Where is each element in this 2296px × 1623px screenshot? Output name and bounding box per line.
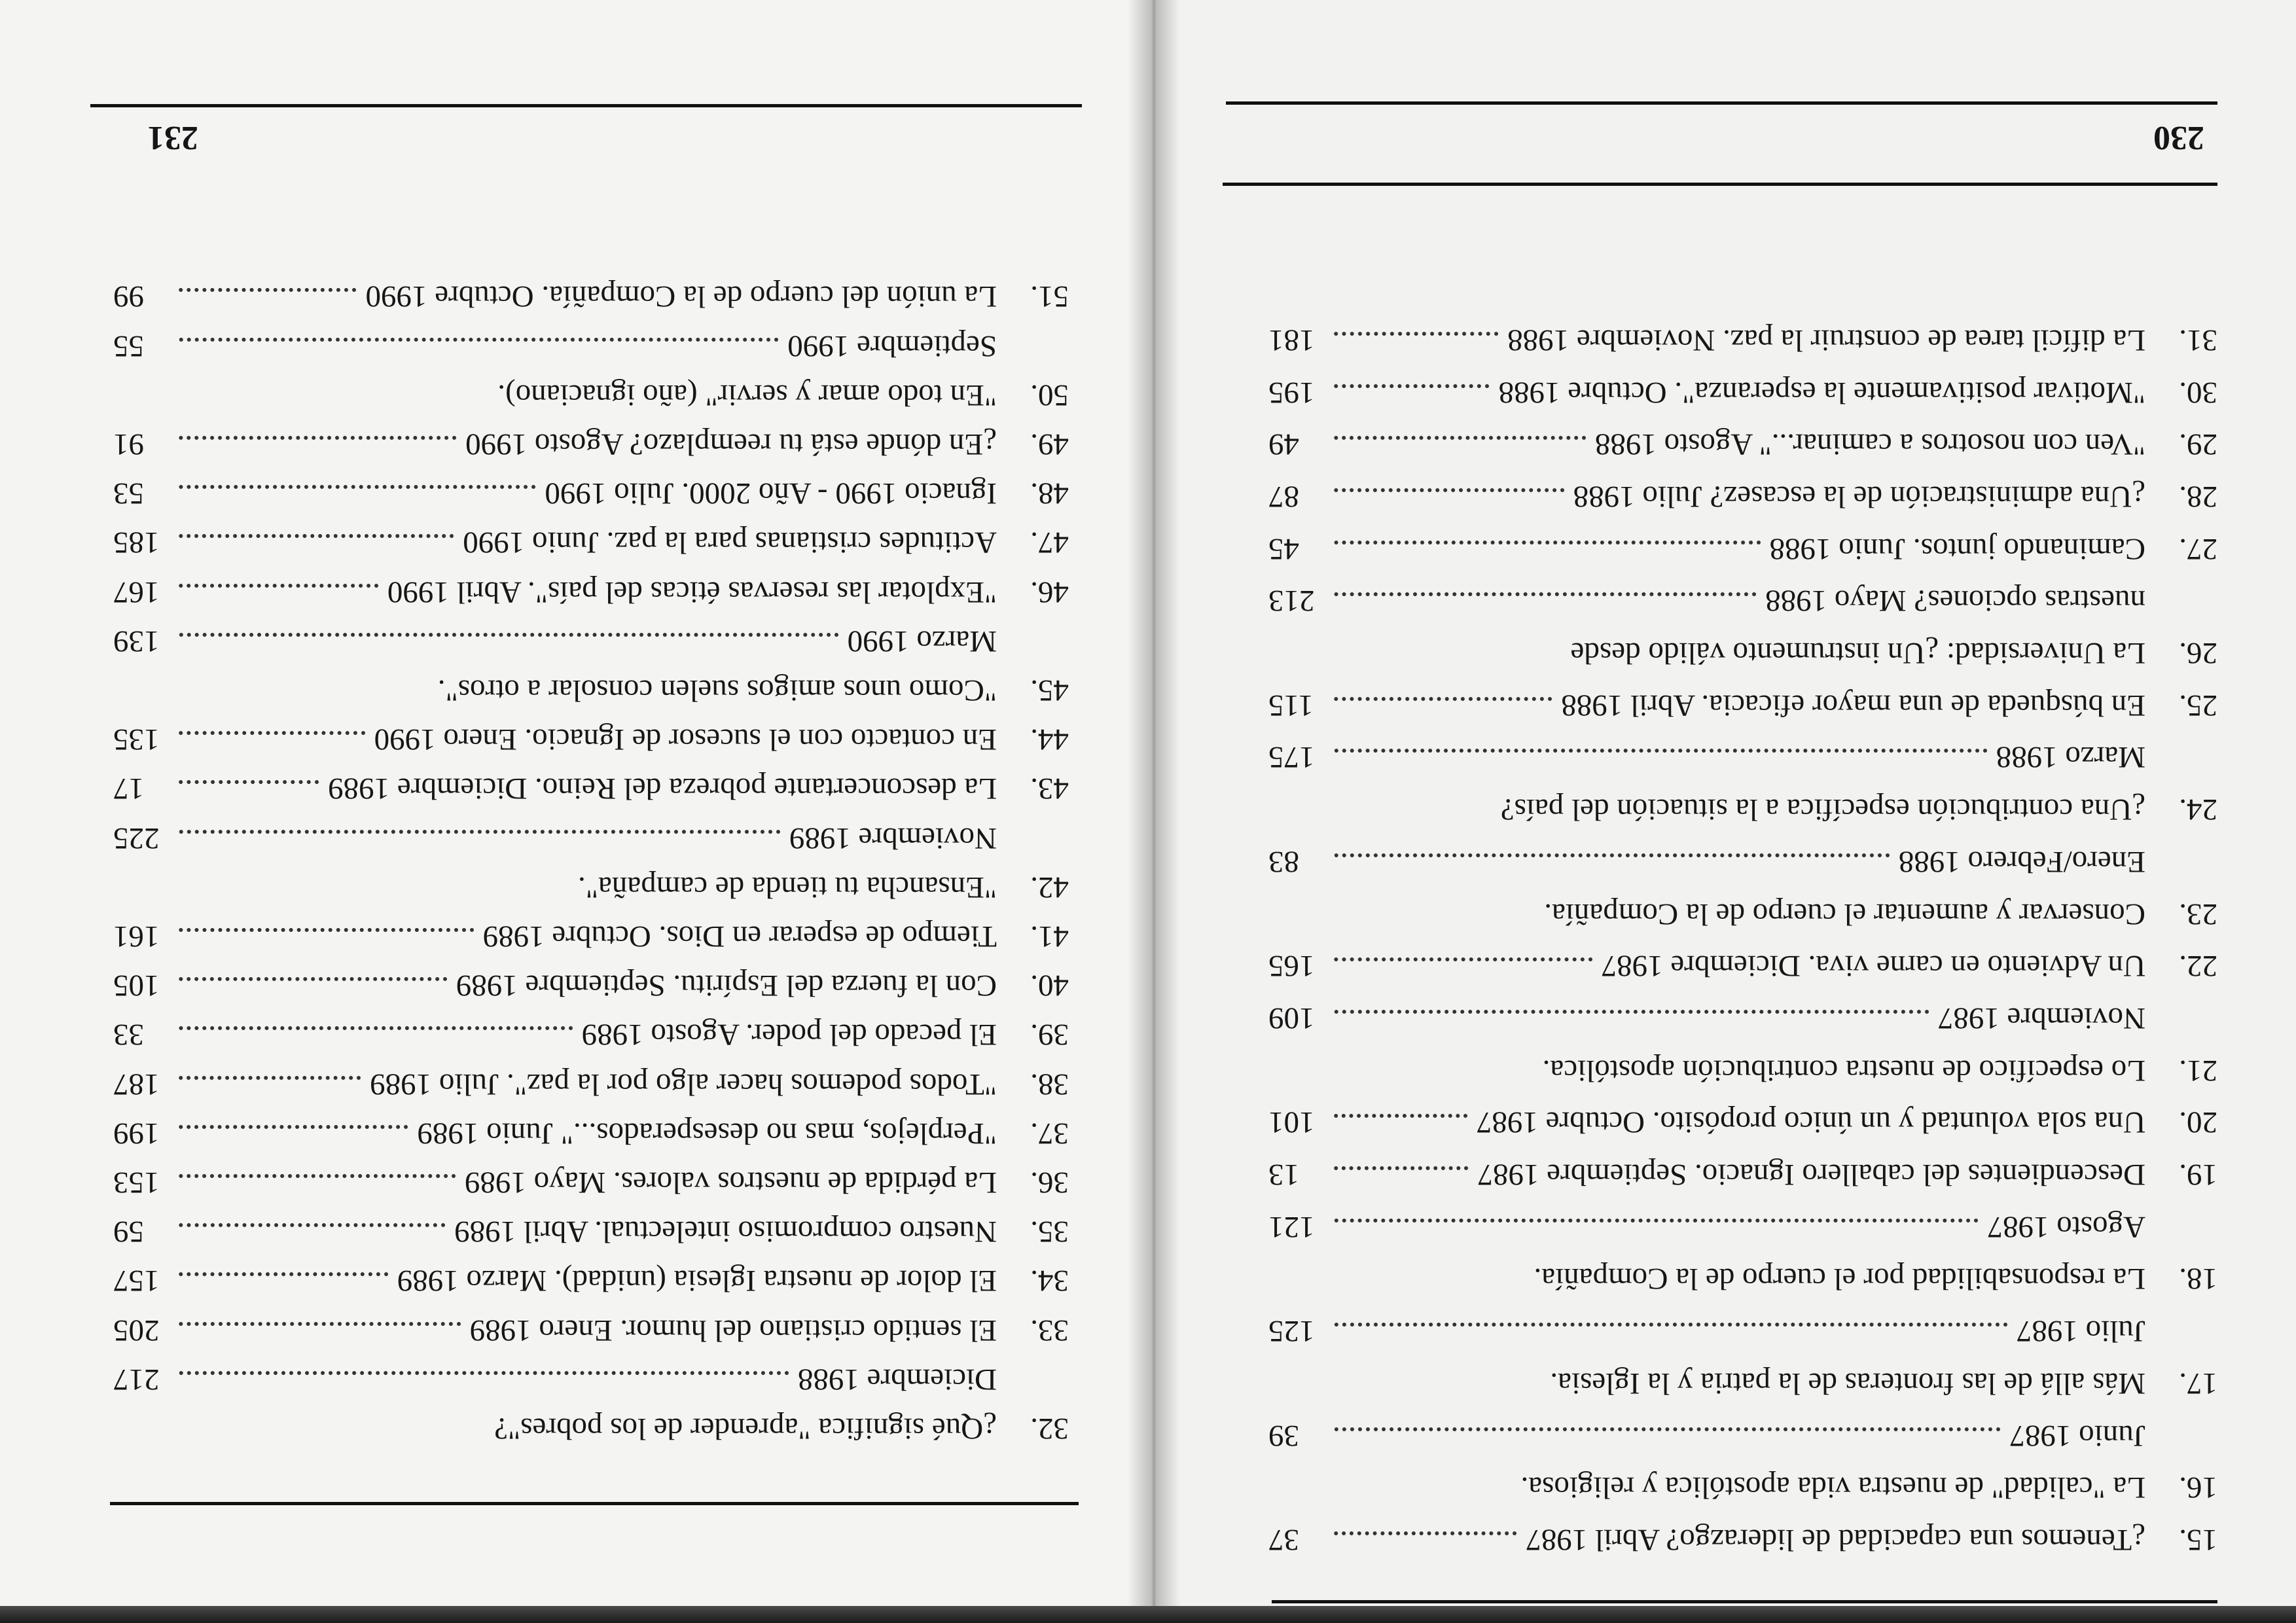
toc-entry-line <box>94 1300 1069 1348</box>
dot-leader <box>179 1371 789 1375</box>
entry-title: ¿Qué significa "aprender de los pobres"? <box>494 1412 997 1446</box>
toc-entry-line <box>94 512 1069 560</box>
page-left <box>1154 0 2296 1623</box>
header-rule-left <box>1226 101 2217 105</box>
entry-title: El pecado del poder. Agosto 1989 <box>581 1018 997 1052</box>
dot-leader <box>179 1125 408 1129</box>
toc-entry-line <box>94 1004 1069 1052</box>
dot-leader <box>1334 1010 1929 1014</box>
toc-entry-line <box>94 906 1069 954</box>
entry-page-number: 125 <box>1268 1314 1315 1349</box>
toc-entry-line <box>94 709 1069 757</box>
toc-entry-line <box>94 365 1069 413</box>
entry-number: 35. <box>1030 1215 1069 1249</box>
dot-leader <box>179 928 474 932</box>
entry-page-number: 33 <box>113 1018 144 1052</box>
toc-entry-line <box>94 1054 1069 1102</box>
dot-leader <box>179 780 319 784</box>
entry-title: Junio 1987 <box>2009 1418 2145 1453</box>
toc-entry-line <box>94 611 1069 659</box>
entry-number: 48. <box>1030 476 1069 511</box>
entry-title: El dolor de nuestra Iglesia (unidad). Marzo 1989 <box>397 1264 997 1298</box>
toc-entry-line <box>1239 1249 2217 1297</box>
entry-title: nuestras opciones? Mayo 1988 <box>1765 584 2145 618</box>
entry-title: Ignacio 1990 - Año 2000. Julio 1990 <box>545 476 997 511</box>
dot-leader <box>179 633 838 637</box>
toc-entry-line <box>1239 1040 2217 1088</box>
dot-leader <box>179 436 456 440</box>
dot-leader <box>179 1174 456 1178</box>
toc-entry-line <box>94 660 1069 708</box>
dot-leader <box>179 830 780 834</box>
toc-entry-line <box>1239 414 2217 462</box>
entry-number: 15. <box>2179 1523 2217 1557</box>
entry-title: La Universidad: ¿Un instrumento válido desde <box>1570 636 2145 671</box>
entry-page-number: 53 <box>113 476 144 511</box>
entry-number: 37. <box>1030 1116 1069 1150</box>
toc-entry-line <box>1239 935 2217 984</box>
dot-leader <box>179 731 365 735</box>
entry-number: 33. <box>1030 1313 1069 1347</box>
entry-title: Noviembre 1989 <box>789 821 997 855</box>
entry-number: 36. <box>1030 1166 1069 1200</box>
dot-leader <box>1334 1219 1978 1222</box>
dot-leader <box>179 288 356 292</box>
toc-entry-line <box>94 1349 1069 1397</box>
toc-entry-line <box>1239 622 2217 671</box>
entry-number: 47. <box>1030 526 1069 560</box>
dot-leader <box>1334 488 1564 492</box>
entry-page-number: 37 <box>1268 1523 1299 1557</box>
entry-number: 40. <box>1030 969 1069 1003</box>
entry-number: 45. <box>1030 673 1069 707</box>
entry-page-number: 199 <box>113 1116 160 1150</box>
entry-title: Diciembre 1988 <box>797 1362 997 1397</box>
toc-entry-line <box>1239 883 2217 932</box>
toc-entry-line <box>94 414 1069 462</box>
entry-number: 30. <box>2179 375 2217 410</box>
entry-page-number: 115 <box>1268 688 1314 722</box>
entry-page-number: 139 <box>113 624 160 658</box>
entry-number: 22. <box>2179 949 2217 984</box>
entry-title: "Todos podemos hacer algo por la paz". Julio 1989 <box>370 1067 997 1101</box>
entry-title: "En todo amar y servir" (año ignaciano). <box>497 378 997 412</box>
entry-number: 29. <box>2179 427 2217 462</box>
entry-page-number: 55 <box>113 329 144 363</box>
entry-title: Conservar y aumentar el cuerpo de la Compañía. <box>1544 897 2145 931</box>
header-rule-right <box>90 104 1082 107</box>
toc-entry-line <box>1239 1509 2217 1558</box>
footer-rule-left <box>1272 1600 2217 1603</box>
entry-title: Marzo 1990 <box>847 624 997 658</box>
entry-page-number: 17 <box>113 772 144 806</box>
toc-entry-line <box>1239 310 2217 358</box>
page-number-right: 231 <box>147 119 198 156</box>
dot-leader <box>1334 332 1498 336</box>
dot-leader <box>179 1322 461 1326</box>
dot-leader <box>179 1223 445 1227</box>
entry-number: 49. <box>1030 427 1069 461</box>
entry-page-number: 105 <box>113 969 160 1003</box>
entry-page-number: 49 <box>1268 427 1299 462</box>
toc-entry-line <box>1239 518 2217 567</box>
dot-leader <box>179 534 454 538</box>
dot-leader <box>1334 1427 2000 1431</box>
entry-number: 31. <box>2179 323 2217 357</box>
dot-leader <box>1334 749 1987 753</box>
toc-entry-line <box>1239 1196 2217 1245</box>
entry-page-number: 39 <box>1268 1418 1299 1453</box>
toc-entry-line <box>1239 675 2217 723</box>
entry-page-number: 187 <box>113 1067 160 1101</box>
toc-entry-line <box>1239 779 2217 827</box>
toc-entry-line <box>1239 1144 2217 1192</box>
toc-entry-line <box>1239 1300 2217 1349</box>
toc-entry-line <box>94 1152 1069 1200</box>
entry-number: 46. <box>1030 575 1069 609</box>
entry-page-number: 13 <box>1268 1158 1299 1192</box>
toc-entry-line <box>94 1103 1069 1151</box>
scan-edge <box>0 1606 2296 1623</box>
dot-leader <box>1334 957 1592 961</box>
toc-entry-line <box>94 758 1069 806</box>
entry-title: Julio 1987 <box>2016 1314 2145 1349</box>
toc-entry-line <box>1239 1405 2217 1454</box>
entry-page-number: 161 <box>113 919 160 954</box>
dot-leader <box>179 485 535 489</box>
entry-title: ¿Tenemos una capacidad de liderazgo? Abril 1987 <box>1526 1523 2145 1557</box>
page-number-left: 230 <box>2153 119 2204 156</box>
entry-number: 32. <box>1030 1412 1069 1446</box>
entry-title: Un Adviento en carne viva. Diciembre 1987 <box>1601 949 2145 984</box>
toc-entry-line <box>1239 727 2217 776</box>
dot-leader <box>179 1272 388 1276</box>
entry-title: ¿En dónde está tu reemplazo? Agosto 1990 <box>465 427 997 461</box>
entry-page-number: 167 <box>113 575 160 609</box>
entry-number: 24. <box>2179 793 2217 827</box>
entry-page-number: 83 <box>1268 844 1299 879</box>
entry-title: "Motivar positivamente la esperanza". Octubre 1988 <box>1498 375 2145 410</box>
entry-title: Tiempo de esperar en Dios. Octubre 1989 <box>482 919 997 954</box>
entry-number: 20. <box>2179 1105 2217 1140</box>
entry-title: Enero/Febrero 1988 <box>1898 844 2145 879</box>
dot-leader <box>1334 1166 1468 1170</box>
entry-title: En contacto con el sucesor de Ignacio. Enero 1990 <box>374 722 997 757</box>
dot-leader <box>1334 592 1756 596</box>
toc-entry-line <box>94 463 1069 511</box>
dot-leader <box>1334 697 1552 701</box>
entry-title: La desconcertante pobreza del Reino. Diciembre 1989 <box>328 772 997 806</box>
entry-page-number: 225 <box>113 821 160 855</box>
toc-entry-line <box>94 266 1069 314</box>
entry-title: "Perplejos, mas no desesperados..." Junio 1989 <box>417 1116 997 1150</box>
toc-entry-line <box>94 562 1069 610</box>
entry-page-number: 181 <box>1268 323 1315 357</box>
entry-title: Una sola voluntad y un único propósito. Octubre 1987 <box>1476 1105 2145 1140</box>
entry-number: 18. <box>2179 1262 2217 1296</box>
entry-number: 44. <box>1030 722 1069 757</box>
toc-entry-line <box>94 1201 1069 1249</box>
toc-entry-line <box>94 808 1069 856</box>
entry-title: La pérdida de nuestros valores. Mayo 1989 <box>464 1166 997 1200</box>
entry-title: ¿Una contribución específica a la situación del país? <box>1500 793 2145 827</box>
entry-page-number: 185 <box>113 526 160 560</box>
entry-title: Noviembre 1987 <box>1937 1001 2145 1035</box>
entry-title: El sentido cristiano del humor. Enero 1989 <box>469 1313 997 1347</box>
entry-title: La unión del cuerpo de la Compañía. Octubre 1990 <box>365 279 997 314</box>
dot-leader <box>179 1026 573 1030</box>
dot-leader <box>1334 853 1890 857</box>
dot-leader <box>1334 384 1489 388</box>
entry-number: 17. <box>2179 1366 2217 1400</box>
entry-title: ¿Una administración de la escasez? Julio 1988 <box>1573 480 2145 514</box>
entry-page-number: 101 <box>1268 1105 1315 1140</box>
entry-number: 41. <box>1030 919 1069 954</box>
entry-number: 27. <box>2179 531 2217 566</box>
dot-leader <box>1334 541 1761 544</box>
entry-title: Más allá de las fronteras de la patria y la Iglesia. <box>1550 1366 2145 1400</box>
entry-number: 50. <box>1030 378 1069 412</box>
entry-title: La "calidad" de nuestra vida apostólica y religiosa. <box>1520 1471 2145 1505</box>
footer-rule-right <box>110 1502 1079 1505</box>
entry-number: 28. <box>2179 480 2217 514</box>
entry-title: "Como unos amigos suelen consolar a otros". <box>437 673 997 707</box>
entry-title: En búsqueda de una mayor eficacia. Abril 1988 <box>1561 688 2145 722</box>
entry-page-number: 175 <box>1268 740 1315 775</box>
entry-page-number: 45 <box>1268 531 1299 566</box>
entry-number: 26. <box>2179 636 2217 671</box>
dot-leader <box>179 977 447 981</box>
dot-leader <box>179 584 378 588</box>
entry-title: "Ven con nosotros a caminar..." Agosto 1988 <box>1594 427 2145 462</box>
toc-entry-line <box>94 1250 1069 1298</box>
entry-title: Agosto 1987 <box>1987 1209 2145 1244</box>
entry-number: 51. <box>1030 279 1069 314</box>
entry-number: 42. <box>1030 870 1069 904</box>
dot-leader <box>179 338 778 342</box>
header-rule-left-2 <box>1223 183 2217 186</box>
entry-page-number: 217 <box>113 1362 160 1397</box>
dot-leader <box>179 1076 361 1080</box>
entry-page-number: 87 <box>1268 480 1299 514</box>
entry-page-number: 205 <box>113 1313 160 1347</box>
toc-entry-line <box>94 1398 1069 1446</box>
entry-title: La difícil tarea de construir la paz. Noviembre 1988 <box>1507 323 2145 357</box>
entry-title: "Explotar las reservas éticas del país". Abril 1990 <box>387 575 997 609</box>
entry-title: Descendientes del caballero Ignacio. Septiembre 1987 <box>1477 1158 2145 1192</box>
entry-number: 23. <box>2179 897 2217 931</box>
entry-page-number: 153 <box>113 1166 160 1200</box>
entry-title: "Ensancha tu tienda de campaña". <box>578 870 997 904</box>
entry-page-number: 121 <box>1268 1209 1315 1244</box>
entry-page-number: 135 <box>113 722 160 757</box>
toc-entry-line <box>94 857 1069 905</box>
entry-number: 38. <box>1030 1067 1069 1101</box>
entry-number: 25. <box>2179 688 2217 722</box>
toc-entry-line <box>1239 1092 2217 1140</box>
entry-page-number: 91 <box>113 427 144 461</box>
entry-page-number: 59 <box>113 1215 144 1249</box>
entry-number: 39. <box>1030 1018 1069 1052</box>
entry-title: Septiembre 1990 <box>787 329 997 363</box>
entry-page-number: 109 <box>1268 1001 1315 1035</box>
entry-number: 21. <box>2179 1053 2217 1088</box>
entry-title: Con la fuerza del Espíritu. Septiembre 1989 <box>456 969 997 1003</box>
entry-page-number: 99 <box>113 279 144 314</box>
toc-entry-line <box>1239 1353 2217 1401</box>
entry-page-number: 165 <box>1268 949 1315 984</box>
entry-number: 19. <box>2179 1158 2217 1192</box>
entry-title: Nuestro compromiso intelectual. Abril 1989 <box>454 1215 997 1249</box>
dot-leader <box>1334 1531 1516 1535</box>
toc-entry-line <box>94 955 1069 1003</box>
toc-entry-line <box>1239 1457 2217 1505</box>
entry-title: Marzo 1988 <box>1996 740 2145 775</box>
entry-title: Actitudes cristianas para la paz. Junio 1990 <box>463 526 997 560</box>
entry-title: Caminando juntos. Junio 1988 <box>1769 531 2145 566</box>
entry-number: 43. <box>1030 772 1069 806</box>
dot-leader <box>1334 1114 1467 1118</box>
dot-leader <box>1334 1323 2007 1327</box>
entry-number: 34. <box>1030 1264 1069 1298</box>
entry-title: Lo específico de nuestra contribución apostólica. <box>1542 1053 2145 1088</box>
entry-page-number: 213 <box>1268 584 1315 618</box>
toc-entry-line <box>94 315 1069 364</box>
dot-leader <box>1334 436 1586 440</box>
entry-page-number: 195 <box>1268 375 1315 410</box>
entry-title: La responsabilidad por el cuerpo de la Compañía. <box>1534 1262 2145 1296</box>
entry-page-number: 157 <box>113 1264 160 1298</box>
book-gutter <box>1128 0 1180 1623</box>
toc-entry-line <box>1239 570 2217 618</box>
toc-entry-line <box>1239 362 2217 410</box>
entry-number: 16. <box>2179 1471 2217 1505</box>
toc-entry-line <box>1239 831 2217 880</box>
toc-entry-line <box>1239 466 2217 514</box>
toc-entry-line <box>1239 988 2217 1036</box>
